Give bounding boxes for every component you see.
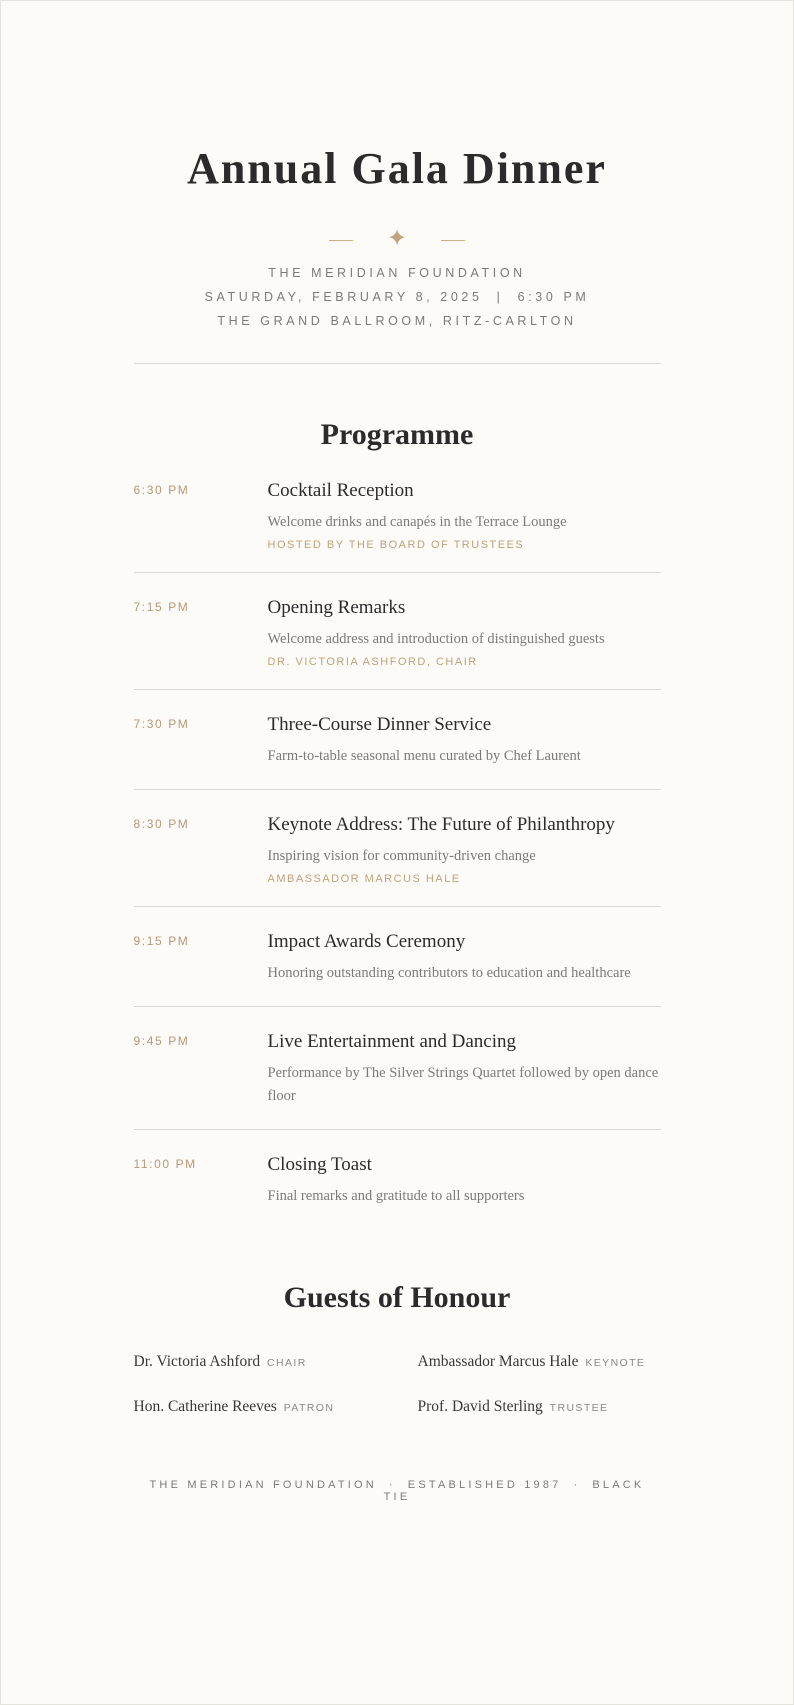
guest-role: PATRON [283,1402,335,1414]
event-host: HOSTED BY THE BOARD OF TRUSTEES [267,539,525,551]
guest-role: TRUSTEE [549,1402,609,1414]
event-title: Opening Remarks [267,597,406,618]
divider [134,363,661,364]
event-title: Impact Awards Ceremony [267,931,466,952]
event-description: Performance by The Silver Strings Quartet followed by open dance floor [267,1065,659,1104]
event-body [268,929,661,985]
event-body [268,812,661,885]
footer-item: THE MERIDIAN FOUNDATION [149,1479,377,1491]
programme-item [134,690,661,790]
programme-item [134,573,661,690]
programme-item [134,1007,661,1130]
event-host: DR. VICTORIA ASHFORD, CHAIR [267,656,478,668]
guest-name: Hon. Catherine Reeves [133,1398,277,1415]
event-body [268,1152,661,1208]
programme-item [134,1130,661,1229]
event-body [268,478,661,551]
programme-item [134,464,661,573]
event-description: Honoring outstanding contributors to education and healthcare [267,965,631,981]
event-body [268,1029,661,1108]
guest-role: KEYNOTE [585,1357,646,1369]
footer-separator: · [573,1479,581,1491]
event-title: Cocktail Reception [267,480,414,501]
event-title: Live Entertainment and Dancing [267,1031,516,1052]
event-time: 7:15 PM [133,600,190,614]
event-body [268,595,661,668]
guest-name: Dr. Victoria Ashford [133,1353,261,1370]
date-time: SATURDAY, FEBRUARY 8, 2025 | 6:30 PM [204,290,590,304]
programme-item [134,907,661,1007]
event-description: Final remarks and gratitude to all supporters [267,1188,525,1204]
guests-list [134,1351,661,1419]
guest-role: CHAIR [267,1357,307,1369]
footer [134,1479,661,1503]
programme-list [134,464,661,1229]
organization-name: THE MERIDIAN FOUNDATION [268,266,526,280]
ornament-line-left [329,240,353,241]
programme-title: Programme [320,418,474,451]
footer-separator: · [388,1479,396,1491]
footer-item: BLACK TIE [383,1479,645,1503]
event-host: AMBASSADOR MARCUS HALE [267,873,461,885]
event-description: Farm-to-table seasonal menu curated by Chef Laurent [267,748,581,764]
guest-entry [134,1351,418,1374]
event-time: 7:30 PM [133,717,190,731]
content-column [134,1,661,1503]
guest-name: Prof. David Sterling [417,1398,543,1415]
guest-entry [134,1396,418,1419]
ornament-line-right [441,240,465,241]
event-title: Closing Toast [267,1154,372,1175]
event-title: Three-Course Dinner Service [267,714,492,735]
event-title: Keynote Address: The Future of Philanthropy [267,814,615,835]
event-time: 8:30 PM [133,817,190,831]
guest-entry [418,1351,661,1374]
event-details [134,261,661,333]
page-title: Annual Gala Dinner [187,144,607,193]
ornament-divider [134,201,661,261]
star-icon: ✦ [386,226,408,252]
event-time: 9:15 PM [133,934,190,948]
event-description: Welcome drinks and canapés in the Terrace Lounge [267,514,567,530]
guests-title: Guests of Honour [283,1281,511,1314]
event-time: 9:45 PM [133,1034,190,1048]
event-time: 11:00 PM [133,1157,197,1171]
guest-name: Ambassador Marcus Hale [417,1353,579,1370]
event-body [268,712,661,768]
guest-entry [418,1396,661,1419]
event-time: 6:30 PM [133,483,190,497]
venue: THE GRAND BALLROOM, RITZ-CARLTON [217,314,577,328]
event-description: Welcome address and introduction of distinguished guests [267,631,605,647]
event-description: Inspiring vision for community-driven change [267,848,536,864]
programme-item [134,790,661,907]
footer-item: ESTABLISHED 1987 [407,1479,562,1491]
